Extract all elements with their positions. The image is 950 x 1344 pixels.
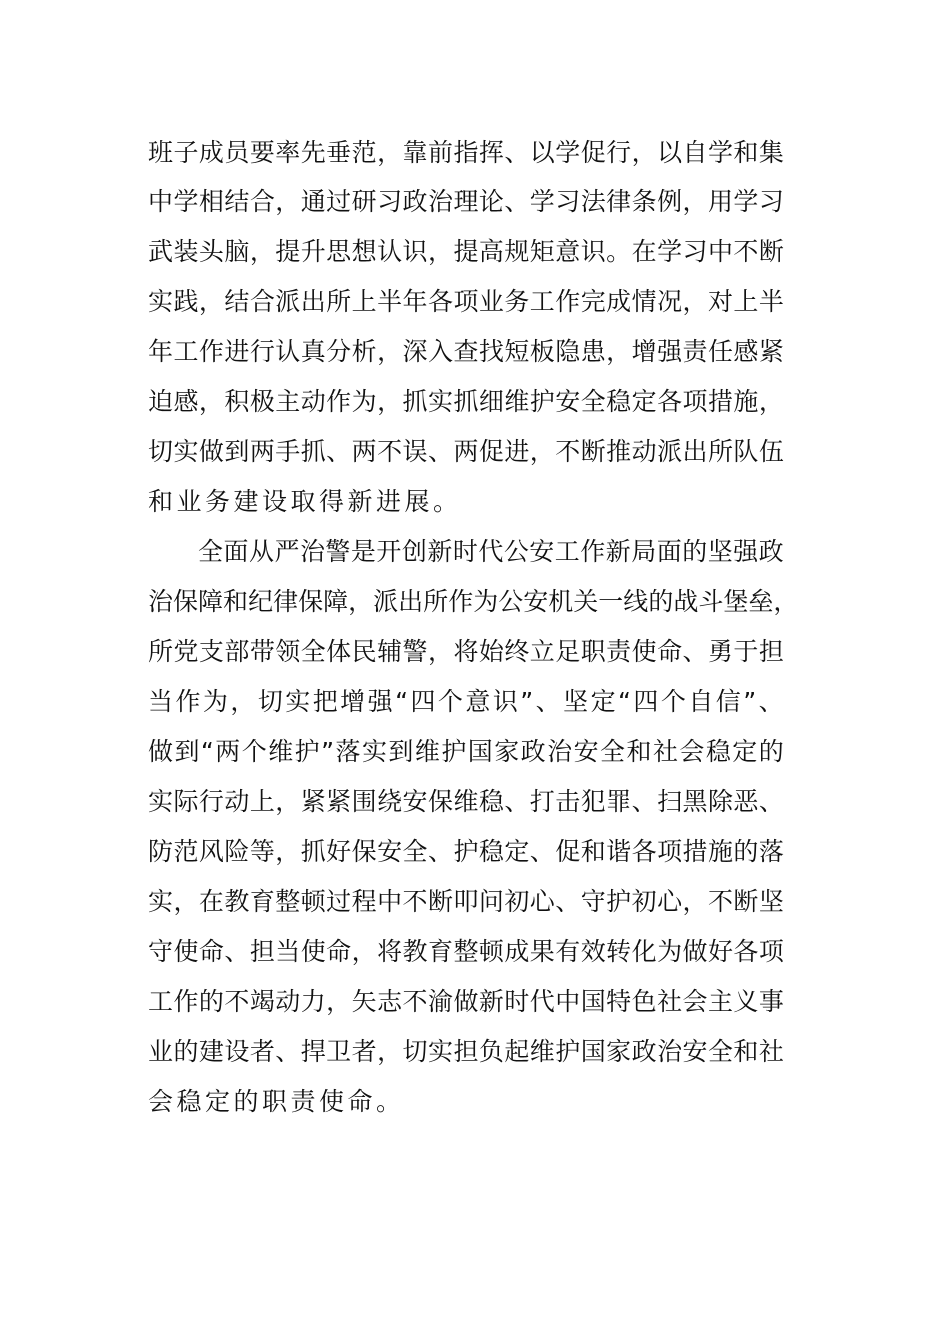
text-line: 武 装 头 脑 ， 提 升 思 想 认 识 ， 提 高 规 矩 意 识 。 在 学 习 中 不 断 [148, 237, 784, 266]
paragraph-2-line [0, 977, 950, 1027]
text-line: 会稳定的职责使命。 [148, 1087, 405, 1116]
text-line: 实 ， 在 教 育 整 顿 过 程 中 不 断 叩 问 初 心 、 守 护 初 心 ， 不 断 坚 [148, 887, 784, 916]
text-line: 和业务建设取得新进展。 [148, 487, 462, 516]
text-line: 实 际 行 动 上 ， 紧 紧 围 绕 安 保 维 稳 、 打 击 犯 罪 、 扫 黑 除 恶 、 [148, 787, 784, 816]
text-line: 班 子 成 员 要 率 先 垂 范 ， 靠 前 指 挥 、 以 学 促 行 ， 以 自 学 和 集 [148, 138, 784, 167]
paragraph-2-line [0, 527, 950, 577]
text-line: 当 作 为 ， 切 实 把 增 强 “ 四 个 意 识 ” 、 坚 定 “ 四 个 自 信 ” 、 [148, 687, 784, 716]
paragraph-2-line [0, 777, 950, 827]
paragraph-1-line [0, 477, 950, 527]
text-line-indented: 全 面 从 严 治 警 是 开 创 新 时 代 公 安 工 作 新 局 面 的 坚 强 政 [198, 537, 784, 566]
paragraph-1-line [0, 177, 950, 227]
text-line: 业 的 建 设 者 、 捍 卫 者 ， 切 实 担 负 起 维 护 国 家 政 治 安 全 和 社 [148, 1037, 784, 1066]
paragraph-1-line [0, 227, 950, 277]
text-line: 治 保 障 和 纪 律 保 障 ， 派 出 所 作 为 公 安 机 关 一 线 的 战 斗 堡 垒 ， [148, 587, 799, 616]
text-line: 工 作 的 不 竭 动 力 ， 矢 志 不 渝 做 新 时 代 中 国 特 色 社 会 主 义 事 [148, 987, 784, 1016]
paragraph-2-line [0, 927, 950, 977]
paragraph-1-line [0, 327, 950, 377]
paragraph-2-line [0, 677, 950, 727]
text-line: 年 工 作 进 行 认 真 分 析 ， 深 入 查 找 短 板 隐 患 ， 增 强 责 任 感 紧 [148, 337, 784, 366]
text-line: 实 践 ， 结 合 派 出 所 上 半 年 各 项 业 务 工 作 完 成 情 况 ， 对 上 半 [148, 287, 784, 316]
paragraph-1-line [0, 427, 950, 477]
text-line: 守 使 命 、 担 当 使 命 ， 将 教 育 整 顿 成 果 有 效 转 化 为 做 好 各 项 [148, 937, 784, 966]
paragraph-2-line [0, 727, 950, 777]
paragraph-1-line [0, 377, 950, 427]
paragraph-1-line [0, 128, 950, 178]
text-line: 切 实 做 到 两 手 抓 、 两 不 误 、 两 促 进 ， 不 断 推 动 派 出 所 队 伍 [148, 437, 784, 466]
paragraph-2-line [0, 1027, 950, 1077]
paragraph-2-line [0, 877, 950, 927]
paragraph-2-line [0, 1077, 950, 1127]
paragraph-2-line [0, 627, 950, 677]
text-line: 所 党 支 部 带 领 全 体 民 辅 警 ， 将 始 终 立 足 职 责 使 命 、 勇 于 担 [148, 637, 784, 666]
text-line: 做 到 “ 两 个 维 护 ” 落 实 到 维 护 国 家 政 治 安 全 和 社 会 稳 定 的 [148, 737, 784, 766]
paragraph-2-line [0, 827, 950, 877]
text-line: 防 范 风 险 等 ， 抓 好 保 安 全 、 护 稳 定 、 促 和 谐 各 项 措 施 的 落 [148, 837, 784, 866]
paragraph-2-line [0, 577, 950, 627]
text-line: 中 学 相 结 合 ， 通 过 研 习 政 治 理 论 、 学 习 法 律 条 例 ， 用 学 习 [148, 187, 784, 216]
paragraph-1-line [0, 277, 950, 327]
text-line: 迫 感 ， 积 极 主 动 作 为 ， 抓 实 抓 细 维 护 安 全 稳 定 各 项 措 施 ， [148, 387, 784, 416]
